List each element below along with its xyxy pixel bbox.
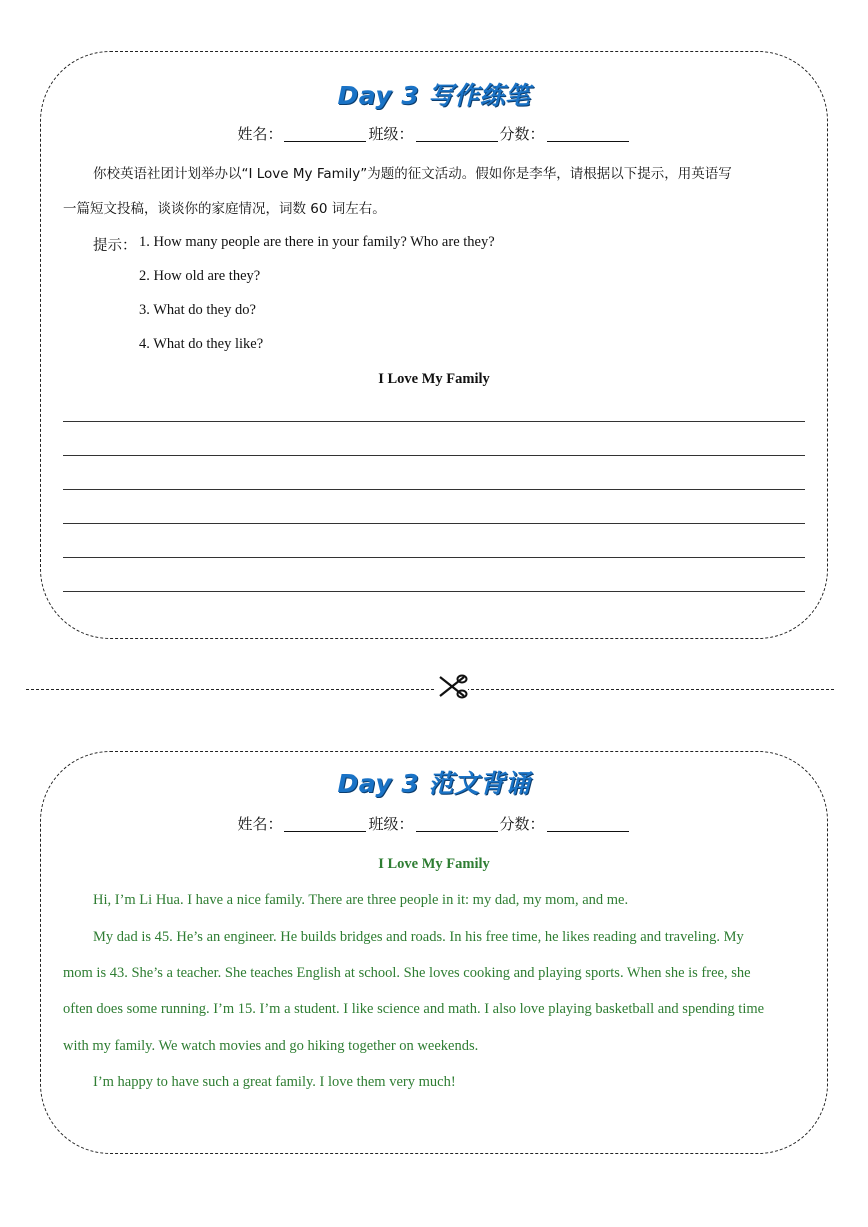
model-paragraph-2-line: with my family. We watch movies and go hiking together on weekends.	[63, 1038, 479, 1054]
tip-item: 2. How old are they?	[139, 268, 261, 284]
writing-line[interactable]	[63, 523, 805, 524]
class-blank[interactable]	[416, 831, 498, 832]
card-title: Day 3 范文背诵	[337, 769, 531, 798]
card-title: Day 3 写作练笔	[337, 81, 531, 110]
writing-line[interactable]	[63, 421, 805, 422]
model-essay-title: I Love My Family	[378, 856, 490, 872]
class-label: 班级：	[368, 815, 414, 833]
score-label: 分数：	[499, 815, 545, 833]
tip-item: 1. How many people are there in your family? Who are they?	[139, 234, 495, 250]
name-label: 姓名：	[237, 125, 283, 143]
student-info-row	[41, 123, 827, 144]
score-label: 分数：	[499, 125, 545, 143]
model-paragraph-2-line: mom is 43. She’s a teacher. She teaches English at school. She loves cooking and playing sports. When she is free, she	[63, 965, 751, 981]
prompt-line-1: 你校英语社团计划举办以“I Love My Family”为题的征文活动。假如你是李华，请根据以下提示，用英语写	[93, 166, 732, 182]
class-label: 班级：	[368, 125, 414, 143]
scissors-icon	[436, 672, 468, 702]
model-paragraph-1: Hi, I’m Li Hua. I have a nice family. There are three people in it: my dad, my mom, and me.	[93, 892, 629, 908]
name-blank[interactable]	[284, 141, 366, 142]
tip-item: 4. What do they like?	[139, 336, 264, 352]
name-label: 姓名：	[237, 815, 283, 833]
writing-line[interactable]	[63, 557, 805, 558]
score-blank[interactable]	[547, 831, 629, 832]
writing-line[interactable]	[63, 489, 805, 490]
tips-label: 提示：	[93, 238, 137, 254]
student-info-row	[41, 813, 827, 834]
model-paragraph-2-line: often does some running. I’m 15. I’m a student. I like science and math. I also love playing basketball and spending time	[63, 1001, 765, 1017]
tip-item: 3. What do they do?	[139, 302, 256, 318]
prompt-line-2: 一篇短文投稿，谈谈你的家庭情况，词数 60 词左右。	[63, 201, 386, 217]
name-blank[interactable]	[284, 831, 366, 832]
model-paragraph-2-line: My dad is 45. He’s an engineer. He builds bridges and roads. In his free time, he likes reading and traveling. My	[93, 929, 744, 945]
score-blank[interactable]	[547, 141, 629, 142]
writing-practice-card	[40, 51, 828, 639]
model-paragraph-3: I’m happy to have such a great family. I love them very much!	[93, 1074, 456, 1090]
model-essay-card	[40, 751, 828, 1154]
cut-line	[26, 689, 834, 690]
writing-line[interactable]	[63, 455, 805, 456]
writing-line[interactable]	[63, 591, 805, 592]
essay-title: I Love My Family	[378, 371, 490, 387]
class-blank[interactable]	[416, 141, 498, 142]
